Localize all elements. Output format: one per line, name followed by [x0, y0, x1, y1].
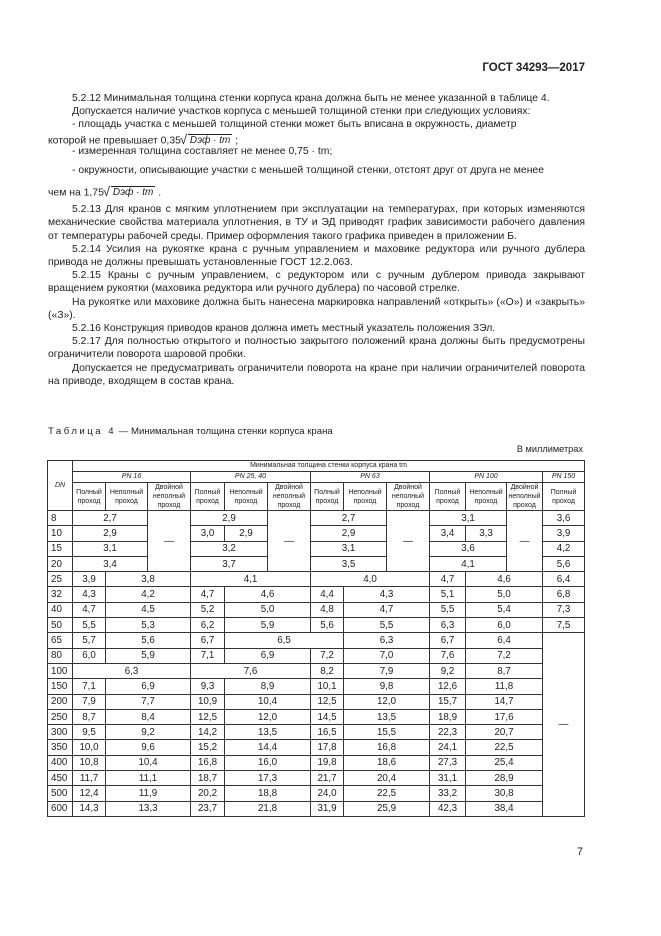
header-double: Двойной неполный проход — [148, 483, 191, 511]
cell: 18,9 — [430, 709, 466, 724]
table-caption — [48, 426, 333, 437]
cell: 11,9 — [106, 786, 191, 801]
header-pn150: PN 150 — [543, 472, 585, 483]
cell: 9,3 — [191, 679, 225, 694]
cell: 18,7 — [191, 771, 225, 786]
cell: 3,0 — [191, 526, 225, 541]
header-pn25: PN 25, 40 — [191, 472, 311, 483]
cell: 15,2 — [191, 740, 225, 755]
cell: 21,7 — [311, 771, 344, 786]
cell: 6,3 — [344, 633, 430, 648]
cell: 4,7 — [191, 587, 225, 602]
cell: 4,1 — [191, 572, 311, 587]
cell: 7,0 — [344, 648, 430, 663]
header-dn: DN — [48, 461, 73, 511]
cell-dash: — — [507, 511, 543, 572]
cell: 3,5 — [311, 556, 387, 571]
cell-dn: 20 — [48, 556, 73, 571]
header-full: Полный проход — [191, 483, 225, 511]
cell-dn: 25 — [48, 572, 73, 587]
cell: 17,6 — [466, 709, 543, 724]
table-row — [48, 771, 585, 786]
cell: 5,5 — [73, 618, 106, 633]
para-5-2-12-cond: Допускается наличие участков корпуса с меньшей толщиной стенки при следующих условиях: — [72, 106, 531, 118]
cell: 5,5 — [430, 602, 466, 617]
cell: 7,7 — [106, 694, 191, 709]
cell: 20,4 — [344, 771, 430, 786]
body-text — [48, 92, 585, 388]
cell: 3,8 — [106, 572, 191, 587]
cell: 6,4 — [543, 572, 585, 587]
cell: 7,9 — [344, 663, 430, 678]
cell: 10,4 — [225, 694, 311, 709]
cell: 10,1 — [311, 679, 344, 694]
cell: 10,9 — [191, 694, 225, 709]
cell-dash: — — [387, 511, 430, 572]
cell: 18,6 — [344, 755, 430, 770]
cell: 22,5 — [344, 786, 430, 801]
cell: 8,7 — [466, 663, 543, 678]
cell: 2,9 — [311, 526, 387, 541]
cell: 31,9 — [311, 801, 344, 816]
cell: 4,4 — [311, 587, 344, 602]
cell: 9,8 — [344, 679, 430, 694]
cell: 6,8 — [543, 587, 585, 602]
cell: 7,3 — [543, 602, 585, 617]
cell: 13,5 — [344, 709, 430, 724]
cell: 5,5 — [344, 618, 430, 633]
cell: 4,3 — [344, 587, 430, 602]
cell: 18,8 — [225, 786, 311, 801]
cell: 22,3 — [430, 725, 466, 740]
cell: 28,9 — [466, 771, 543, 786]
cell: 6,7 — [430, 633, 466, 648]
wall-thickness-table — [47, 460, 585, 817]
cell: 12,4 — [73, 786, 106, 801]
table-row — [48, 709, 585, 724]
cell: 6,5 — [225, 633, 344, 648]
cell: 5,3 — [106, 618, 191, 633]
header-full: Полный проход — [73, 483, 106, 511]
cell: 14,2 — [191, 725, 225, 740]
cell-dn: 65 — [48, 633, 73, 648]
cell: 3,4 — [430, 526, 466, 541]
cell-dn: 80 — [48, 648, 73, 663]
table-row — [48, 556, 585, 571]
cell-dn: 600 — [48, 801, 73, 816]
page-number: 7 — [576, 846, 583, 858]
cell: 4,2 — [106, 587, 191, 602]
cell: 4,0 — [311, 572, 430, 587]
cell: 3,9 — [543, 526, 585, 541]
cell: 12,0 — [344, 694, 430, 709]
list-item-3-cont-text: чем на 1,75 — [48, 186, 104, 198]
cell: 6,9 — [225, 648, 311, 663]
cell: 4,7 — [430, 572, 466, 587]
cell: 7,2 — [466, 648, 543, 663]
header-reduced: Неполный проход — [344, 483, 387, 511]
cell: 13,3 — [106, 801, 191, 816]
cell: 30,8 — [466, 786, 543, 801]
cell: 4,5 — [106, 602, 191, 617]
cell: 2,9 — [73, 526, 148, 541]
cell: 2,9 — [191, 511, 268, 526]
cell: 7,9 — [73, 694, 106, 709]
para-5-2-16: 5.2.16 Конструкция приводов кранов должна иметь местный указатель положения ЗЭл. — [72, 322, 496, 334]
cell: 9,6 — [106, 740, 191, 755]
header-full: Полный проход — [311, 483, 344, 511]
cell: 22,5 — [466, 740, 543, 755]
table-row — [48, 618, 585, 633]
cell: 20,2 — [191, 786, 225, 801]
cell: 4,1 — [430, 556, 507, 571]
cell: 7,1 — [191, 648, 225, 663]
cell-dash: — — [148, 511, 191, 572]
cell: 4,7 — [344, 602, 430, 617]
cell: 11,1 — [106, 771, 191, 786]
cell: 5,6 — [311, 618, 344, 633]
para-5-2-12: 5.2.12 Минимальная толщина стенки корпуса крана должна быть не менее указанной в таблице 4. — [72, 93, 550, 104]
cell-dn: 100 — [48, 663, 73, 678]
cell-dn: 50 — [48, 618, 73, 633]
cell: 5,0 — [466, 587, 543, 602]
cell-dn: 350 — [48, 740, 73, 755]
table-row — [48, 633, 585, 648]
cell: 33,2 — [430, 786, 466, 801]
cell: 3,2 — [191, 541, 268, 556]
cell: 17,8 — [311, 740, 344, 755]
header-pn63: PN 63 — [311, 472, 430, 483]
cell: 7,2 — [311, 648, 344, 663]
table-row — [48, 587, 585, 602]
table-row — [48, 694, 585, 709]
cell: 7,6 — [191, 663, 311, 678]
cell-dn: 250 — [48, 709, 73, 724]
cell: 11,7 — [73, 771, 106, 786]
cell: 2,7 — [311, 511, 387, 526]
table-row — [48, 786, 585, 801]
cell: 14,5 — [311, 709, 344, 724]
list-item-3-cont — [48, 186, 585, 200]
cell: 20,7 — [466, 725, 543, 740]
sqrt-formula — [181, 134, 233, 147]
cell-dn: 400 — [48, 755, 73, 770]
list-item-2: - измеренная толщина составляет не менее 0,75 · tm; — [72, 146, 333, 158]
table-row — [48, 526, 585, 541]
header-double: Двойной неполный проход — [387, 483, 430, 511]
cell: 12,0 — [225, 709, 311, 724]
table-row — [48, 725, 585, 740]
table-header-row — [48, 461, 585, 472]
header-reduced: Неполный проход — [466, 483, 507, 511]
table-caption-label: Таблица 4 — [48, 426, 117, 437]
cell: 24,1 — [430, 740, 466, 755]
cell: 10,0 — [73, 740, 106, 755]
list-item-3-end: . — [155, 186, 162, 198]
cell: 3,1 — [73, 541, 148, 556]
cell: 27,3 — [430, 755, 466, 770]
cell: 2,7 — [73, 511, 148, 526]
list-item-1: - площадь участка с меньшей толщиной стенки может быть вписана в окружность, диаметр — [72, 119, 517, 131]
table-row — [48, 572, 585, 587]
sqrt-formula-2 — [104, 186, 156, 199]
cell-dash: — — [543, 633, 585, 817]
cell: 42,3 — [430, 801, 466, 816]
cell: 8,9 — [225, 679, 311, 694]
sqrt-radicand-2: Dэф · tm — [112, 186, 154, 198]
table-caption-title: — Минимальная толщина стенки корпуса крана — [116, 426, 333, 437]
cell: 3,7 — [191, 556, 268, 571]
cell: 8,2 — [311, 663, 344, 678]
table-row — [48, 663, 585, 678]
cell: 16,8 — [344, 740, 430, 755]
cell-dn: 15 — [48, 541, 73, 556]
cell: 6,0 — [466, 618, 543, 633]
table-row — [48, 541, 585, 556]
cell-dash: — — [268, 511, 311, 572]
cell: 7,6 — [430, 648, 466, 663]
table-header-type-row — [48, 483, 585, 511]
cell: 3,3 — [466, 526, 507, 541]
para-5-2-17-allowance: Допускается не предусматривать ограничители поворота на кране при наличии ограничителей поворота на приводе, входящем в состав крана. — [48, 362, 585, 387]
table-row — [48, 755, 585, 770]
header-pn16: PN 16 — [73, 472, 191, 483]
cell: 6,0 — [73, 648, 106, 663]
sqrt-radicand: Dэф · tm — [189, 134, 231, 146]
cell: 4,8 — [311, 602, 344, 617]
cell: 2,9 — [225, 526, 268, 541]
list-item-1-end: ; — [232, 134, 239, 146]
cell: 5,6 — [543, 556, 585, 571]
cell-dn: 200 — [48, 694, 73, 709]
cell: 14,4 — [225, 740, 311, 755]
cell: 3,6 — [430, 541, 507, 556]
cell-dn: 40 — [48, 602, 73, 617]
cell: 8,4 — [106, 709, 191, 724]
cell: 21,8 — [225, 801, 311, 816]
cell: 14,3 — [73, 801, 106, 816]
cell: 5,7 — [73, 633, 106, 648]
cell: 5,2 — [191, 602, 225, 617]
cell: 6,4 — [466, 633, 543, 648]
cell: 4,3 — [73, 587, 106, 602]
para-5-2-17: 5.2.17 Для полностью открытого и полностью закрытого положений крана должны быть предусмотрены ограничители поворота шаровой пробки. — [48, 336, 585, 361]
cell: 5,0 — [225, 602, 311, 617]
cell: 19,8 — [311, 755, 344, 770]
cell: 6,9 — [106, 679, 191, 694]
cell: 11,8 — [466, 679, 543, 694]
table-row — [48, 648, 585, 663]
cell: 31,1 — [430, 771, 466, 786]
para-5-2-14: 5.2.14 Усилия на рукоятке крана с ручным управлением и маховике редуктора или ручного дублера привода не должны превышать установленные ГОСТ 12.2.063. — [48, 243, 585, 268]
cell: 5,4 — [466, 602, 543, 617]
header-main: Минимальная толщина стенки корпуса крана tm — [73, 461, 585, 472]
cell: 12,6 — [430, 679, 466, 694]
header-reduced: Неполный проход — [225, 483, 268, 511]
para-5-2-13: 5.2.13 Для кранов с мягким уплотнением при эксплуатации на температурах, при которых изменяются механические свойства материала уплотнения, в ТУ и ЭД приводят график зависимости рабочего давления от температуры рабочей среды. Пример оформления такого графика приведен в приложении Б. — [48, 204, 585, 242]
header-double: Двойной неполный проход — [508, 484, 541, 509]
header-reduced: Неполный проход — [106, 483, 148, 511]
cell: 5,9 — [106, 648, 191, 663]
cell: 6,7 — [191, 633, 225, 648]
cell: 5,6 — [106, 633, 191, 648]
cell: 12,5 — [191, 709, 225, 724]
cell: 8,7 — [73, 709, 106, 724]
cell: 3,6 — [543, 511, 585, 526]
para-5-2-15: 5.2.15 Краны с ручным управлением, с редуктором или с ручным дублером привода закрывают вращением рукоятки (маховика редуктора или ручного дублера) по часовой стрелке. — [48, 270, 585, 295]
cell-dn: 300 — [48, 725, 73, 740]
cell: 6,3 — [430, 618, 466, 633]
table-row — [48, 679, 585, 694]
cell: 16,5 — [311, 725, 344, 740]
table-units: В миллиметрах — [516, 444, 583, 454]
cell: 9,5 — [73, 725, 106, 740]
cell: 3,1 — [311, 541, 387, 556]
header-full: Полный проход — [543, 483, 585, 511]
table-header-pn-row — [48, 472, 585, 483]
cell-dn: 8 — [48, 511, 73, 526]
header-double: Двойной неполный проход — [268, 483, 311, 511]
cell: 4,6 — [466, 572, 543, 587]
cell: 6,3 — [73, 663, 191, 678]
cell: 6,2 — [191, 618, 225, 633]
cell: 38,4 — [466, 801, 543, 816]
cell: 10,8 — [73, 755, 106, 770]
cell: 25,4 — [466, 755, 543, 770]
cell: 10,4 — [106, 755, 191, 770]
cell: 25,9 — [344, 801, 430, 816]
table-row — [48, 740, 585, 755]
cell: 9,2 — [430, 663, 466, 678]
cell: 7,5 — [543, 618, 585, 633]
cell-dn: 500 — [48, 786, 73, 801]
cell: 23,7 — [191, 801, 225, 816]
para-5-2-15-marking: На рукоятке или маховике должна быть нанесена маркировка направлений «открыть» («О») и «закрыть» («З»). — [48, 296, 585, 321]
list-item-1-cont-text: которой не превышает 0,35 — [48, 134, 181, 146]
cell: 4,7 — [73, 602, 106, 617]
table-row — [48, 602, 585, 617]
list-item-3: - окружности, описывающие участки с меньшей толщиной стенки, отстоят друг от друга не менее — [72, 165, 544, 177]
cell: 17,3 — [225, 771, 311, 786]
cell: 4,2 — [543, 541, 585, 556]
cell: 4,6 — [225, 587, 311, 602]
cell: 12,5 — [311, 694, 344, 709]
cell: 3,4 — [73, 556, 148, 571]
cell: 7,1 — [73, 679, 106, 694]
cell: 5,1 — [430, 587, 466, 602]
cell: 16,8 — [191, 755, 225, 770]
header-pn100: PN 100 — [430, 472, 543, 483]
cell: 13,5 — [225, 725, 311, 740]
cell-dn: 450 — [48, 771, 73, 786]
cell: 3,9 — [73, 572, 106, 587]
header-full: Полный проход — [430, 483, 466, 511]
cell: 5,9 — [225, 618, 311, 633]
cell: 14,7 — [466, 694, 543, 709]
table-row — [48, 801, 585, 816]
cell: 15,5 — [344, 725, 430, 740]
cell: 15,7 — [430, 694, 466, 709]
cell-dn: 150 — [48, 679, 73, 694]
cell: 3,1 — [430, 511, 507, 526]
cell: 9,2 — [106, 725, 191, 740]
cell: 16,0 — [225, 755, 311, 770]
document-header: ГОСТ 34293—2017 — [482, 62, 585, 74]
cell: 24,0 — [311, 786, 344, 801]
cell-dn: 32 — [48, 587, 73, 602]
cell-dn: 10 — [48, 526, 73, 541]
table-row — [48, 511, 585, 526]
